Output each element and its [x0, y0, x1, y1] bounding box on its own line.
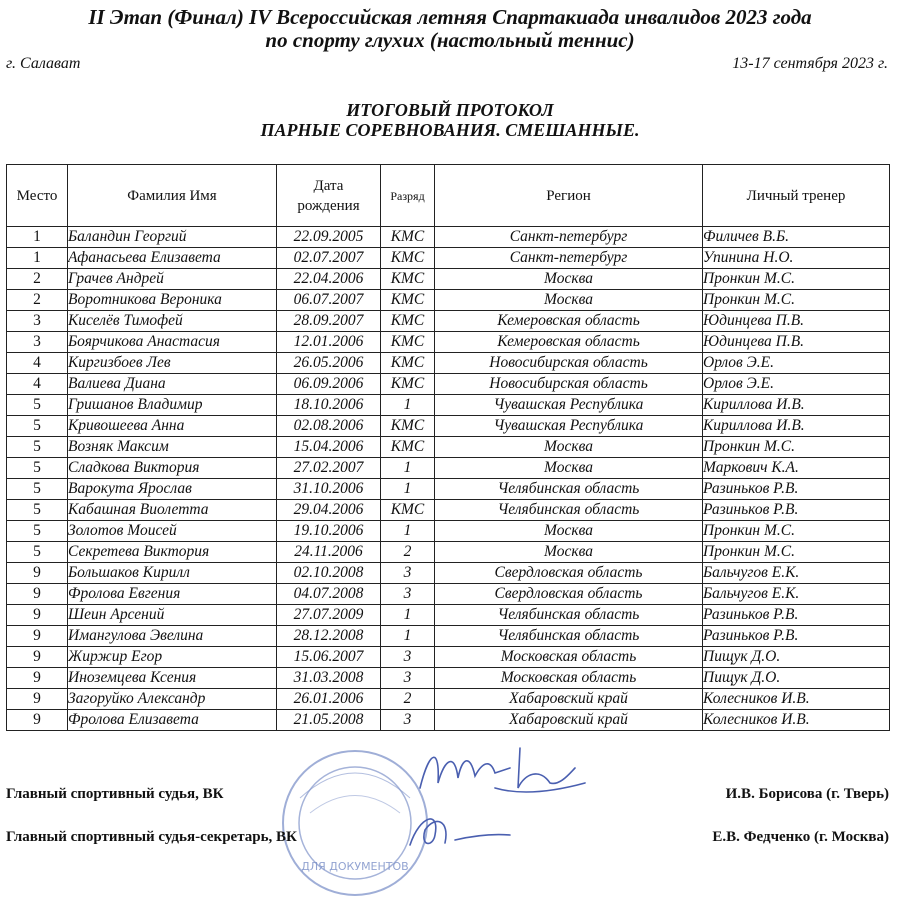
- cell-rank: 1: [381, 395, 435, 416]
- cell-dob: 02.07.2007: [277, 248, 381, 269]
- chief-judge-signature: [400, 738, 590, 808]
- cell-place: 1: [7, 227, 68, 248]
- cell-coach: Пищук Д.О.: [703, 668, 890, 689]
- column-header-name: Фамилия Имя: [68, 165, 277, 227]
- cell-name: Грачев Андрей: [68, 269, 277, 290]
- cell-dob: 27.07.2009: [277, 605, 381, 626]
- stamp-text: ДЛЯ ДОКУМЕНТОВ: [301, 860, 409, 873]
- cell-region: Московская область: [435, 668, 703, 689]
- cell-rank: КМС: [381, 374, 435, 395]
- cell-coach: Разиньков Р.В.: [703, 605, 890, 626]
- table-row: [7, 458, 890, 479]
- cell-coach: Пронкин М.С.: [703, 290, 890, 311]
- cell-dob: 02.08.2006: [277, 416, 381, 437]
- chief-secretary-name: Е.В. Федченко (г. Москва): [712, 829, 889, 845]
- cell-place: 3: [7, 332, 68, 353]
- cell-place: 1: [7, 248, 68, 269]
- cell-region: Москва: [435, 521, 703, 542]
- document-title-line2: по спорту глухих (настольный теннис): [265, 28, 635, 52]
- cell-rank: 3: [381, 647, 435, 668]
- table-row: [7, 689, 890, 710]
- cell-place: 9: [7, 668, 68, 689]
- cell-name: Фролова Евгения: [68, 584, 277, 605]
- cell-region: Санкт-петербург: [435, 248, 703, 269]
- cell-place: 4: [7, 353, 68, 374]
- column-header-rank: Разряд: [381, 165, 435, 227]
- table-row: [7, 332, 890, 353]
- cell-place: 5: [7, 437, 68, 458]
- cell-place: 2: [7, 290, 68, 311]
- cell-rank: 1: [381, 626, 435, 647]
- cell-dob: 02.10.2008: [277, 563, 381, 584]
- cell-region: Челябинская область: [435, 626, 703, 647]
- cell-place: 9: [7, 626, 68, 647]
- cell-name: Гришанов Владимир: [68, 395, 277, 416]
- table-row: [7, 311, 890, 332]
- cell-place: 9: [7, 710, 68, 731]
- event-dates: 13-17 сентября 2023 г.: [732, 55, 888, 72]
- protocol-subtitle: ПАРНЫЕ СОРЕВНОВАНИЯ. СМЕШАННЫЕ.: [260, 120, 640, 140]
- cell-name: Боярчикова Анастасия: [68, 332, 277, 353]
- cell-region: Чувашская Республика: [435, 416, 703, 437]
- cell-name: Золотов Моисей: [68, 521, 277, 542]
- cell-coach: Орлов Э.Е.: [703, 374, 890, 395]
- cell-rank: 1: [381, 458, 435, 479]
- cell-rank: 3: [381, 668, 435, 689]
- cell-coach: Бальчугов Е.К.: [703, 563, 890, 584]
- cell-place: 9: [7, 584, 68, 605]
- cell-place: 3: [7, 311, 68, 332]
- table-row: [7, 437, 890, 458]
- cell-region: Кемеровская область: [435, 311, 703, 332]
- cell-name: Фролова Елизавета: [68, 710, 277, 731]
- cell-coach: Колесников И.В.: [703, 689, 890, 710]
- document-title-line1: II Этап (Финал) IV Всероссийская летняя Спартакиада инвалидов 2023 года: [88, 5, 812, 29]
- table-row: [7, 584, 890, 605]
- cell-place: 9: [7, 563, 68, 584]
- cell-dob: 04.07.2008: [277, 584, 381, 605]
- cell-place: 5: [7, 458, 68, 479]
- cell-region: Хабаровский край: [435, 689, 703, 710]
- cell-dob: 21.05.2008: [277, 710, 381, 731]
- cell-rank: 3: [381, 563, 435, 584]
- cell-region: Свердловская область: [435, 584, 703, 605]
- cell-region: Новосибирская область: [435, 374, 703, 395]
- cell-rank: 1: [381, 605, 435, 626]
- table-header-row: [7, 165, 890, 227]
- table-row: [7, 500, 890, 521]
- table-row: [7, 563, 890, 584]
- table-row: [7, 290, 890, 311]
- cell-dob: 18.10.2006: [277, 395, 381, 416]
- cell-dob: 31.10.2006: [277, 479, 381, 500]
- cell-coach: Филичев В.Б.: [703, 227, 890, 248]
- cell-name: Воротникова Вероника: [68, 290, 277, 311]
- cell-rank: КМС: [381, 269, 435, 290]
- cell-coach: Разиньков Р.В.: [703, 500, 890, 521]
- table-row: [7, 269, 890, 290]
- cell-name: Секретева Виктория: [68, 542, 277, 563]
- table-row: [7, 668, 890, 689]
- cell-name: Жиржир Егор: [68, 647, 277, 668]
- cell-dob: 26.01.2006: [277, 689, 381, 710]
- cell-coach: Юдинцева П.В.: [703, 332, 890, 353]
- cell-place: 9: [7, 647, 68, 668]
- cell-region: Москва: [435, 458, 703, 479]
- cell-region: Москва: [435, 437, 703, 458]
- cell-region: Чувашская Республика: [435, 395, 703, 416]
- cell-coach: Упинина Н.О.: [703, 248, 890, 269]
- cell-place: 2: [7, 269, 68, 290]
- cell-rank: 1: [381, 479, 435, 500]
- cell-dob: 31.03.2008: [277, 668, 381, 689]
- cell-rank: КМС: [381, 290, 435, 311]
- chief-judge-name: И.В. Борисова (г. Тверь): [725, 786, 889, 802]
- table-row: [7, 626, 890, 647]
- column-header-dob: [277, 165, 381, 227]
- table-row: [7, 374, 890, 395]
- cell-region: Челябинская область: [435, 479, 703, 500]
- cell-place: 9: [7, 689, 68, 710]
- cell-rank: КМС: [381, 500, 435, 521]
- cell-name: Шеин Арсений: [68, 605, 277, 626]
- cell-dob: 22.09.2005: [277, 227, 381, 248]
- cell-rank: КМС: [381, 311, 435, 332]
- event-city: г. Салават: [6, 55, 81, 72]
- cell-name: Валиева Диана: [68, 374, 277, 395]
- column-header-dob-line2: рождения: [297, 197, 360, 214]
- table-row: [7, 479, 890, 500]
- cell-dob: 29.04.2006: [277, 500, 381, 521]
- cell-rank: КМС: [381, 416, 435, 437]
- cell-coach: Кириллова И.В.: [703, 416, 890, 437]
- cell-rank: КМС: [381, 332, 435, 353]
- cell-name: Сладкова Виктория: [68, 458, 277, 479]
- cell-place: 5: [7, 395, 68, 416]
- cell-name: Большаков Кирилл: [68, 563, 277, 584]
- cell-dob: 19.10.2006: [277, 521, 381, 542]
- cell-rank: 3: [381, 710, 435, 731]
- cell-coach: Юдинцева П.В.: [703, 311, 890, 332]
- column-header-coach: Личный тренер: [703, 165, 890, 227]
- cell-rank: КМС: [381, 227, 435, 248]
- table-row: [7, 395, 890, 416]
- cell-name: Варокута Ярослав: [68, 479, 277, 500]
- chief-judge-label: Главный спортивный судья, ВК: [6, 786, 224, 802]
- cell-dob: 22.04.2006: [277, 269, 381, 290]
- cell-region: Новосибирская область: [435, 353, 703, 374]
- column-header-dob-line1: Дата: [313, 177, 344, 194]
- cell-dob: 24.11.2006: [277, 542, 381, 563]
- table-row: [7, 542, 890, 563]
- cell-dob: 06.09.2006: [277, 374, 381, 395]
- cell-region: Москва: [435, 269, 703, 290]
- table-row: [7, 605, 890, 626]
- cell-coach: Разиньков Р.В.: [703, 479, 890, 500]
- chief-secretary-signature: [395, 805, 515, 855]
- cell-dob: 12.01.2006: [277, 332, 381, 353]
- cell-coach: Маркович К.А.: [703, 458, 890, 479]
- cell-dob: 28.09.2007: [277, 311, 381, 332]
- cell-place: 5: [7, 500, 68, 521]
- cell-name: Возняк Максим: [68, 437, 277, 458]
- cell-coach: Кириллова И.В.: [703, 395, 890, 416]
- cell-name: Имангулова Эвелина: [68, 626, 277, 647]
- cell-dob: 06.07.2007: [277, 290, 381, 311]
- cell-name: Киселёв Тимофей: [68, 311, 277, 332]
- cell-rank: КМС: [381, 248, 435, 269]
- table-row: [7, 647, 890, 668]
- cell-rank: КМС: [381, 353, 435, 374]
- cell-coach: Разиньков Р.В.: [703, 626, 890, 647]
- cell-place: 5: [7, 542, 68, 563]
- cell-name: Загоруйко Александр: [68, 689, 277, 710]
- cell-dob: 15.06.2007: [277, 647, 381, 668]
- cell-dob: 28.12.2008: [277, 626, 381, 647]
- cell-coach: Орлов Э.Е.: [703, 353, 890, 374]
- cell-coach: Колесников И.В.: [703, 710, 890, 731]
- cell-name: Афанасьева Елизавета: [68, 248, 277, 269]
- cell-rank: 1: [381, 521, 435, 542]
- cell-region: Хабаровский край: [435, 710, 703, 731]
- cell-coach: Пронкин М.С.: [703, 269, 890, 290]
- cell-region: Московская область: [435, 647, 703, 668]
- column-header-place: Место: [7, 165, 68, 227]
- cell-rank: КМС: [381, 437, 435, 458]
- table-row: [7, 248, 890, 269]
- cell-name: Баландин Георгий: [68, 227, 277, 248]
- cell-coach: Пронкин М.С.: [703, 521, 890, 542]
- cell-name: Кривошеева Анна: [68, 416, 277, 437]
- cell-coach: Пронкин М.С.: [703, 542, 890, 563]
- cell-coach: Пронкин М.С.: [703, 437, 890, 458]
- cell-coach: Пищук Д.О.: [703, 647, 890, 668]
- cell-coach: Бальчугов Е.К.: [703, 584, 890, 605]
- results-table: [6, 164, 890, 731]
- cell-region: Москва: [435, 542, 703, 563]
- cell-place: 5: [7, 416, 68, 437]
- chief-secretary-label: Главный спортивный судья-секретарь, ВК: [6, 829, 297, 845]
- table-row: [7, 521, 890, 542]
- cell-name: Иноземцева Ксения: [68, 668, 277, 689]
- table-row: [7, 416, 890, 437]
- cell-name: Кабашная Виолетта: [68, 500, 277, 521]
- cell-rank: 3: [381, 584, 435, 605]
- protocol-title: ИТОГОВЫЙ ПРОТОКОЛ: [346, 100, 554, 120]
- cell-region: Кемеровская область: [435, 332, 703, 353]
- cell-place: 9: [7, 605, 68, 626]
- cell-region: Свердловская область: [435, 563, 703, 584]
- cell-dob: 26.05.2006: [277, 353, 381, 374]
- cell-region: Москва: [435, 290, 703, 311]
- cell-region: Челябинская область: [435, 605, 703, 626]
- cell-place: 5: [7, 479, 68, 500]
- cell-dob: 27.02.2007: [277, 458, 381, 479]
- cell-dob: 15.04.2006: [277, 437, 381, 458]
- cell-place: 4: [7, 374, 68, 395]
- column-header-region: Регион: [435, 165, 703, 227]
- table-row: [7, 227, 890, 248]
- cell-region: Челябинская область: [435, 500, 703, 521]
- cell-region: Санкт-петербург: [435, 227, 703, 248]
- cell-name: Киргизбоев Лев: [68, 353, 277, 374]
- cell-rank: 2: [381, 542, 435, 563]
- table-row: [7, 710, 890, 731]
- cell-place: 5: [7, 521, 68, 542]
- cell-rank: 2: [381, 689, 435, 710]
- table-row: [7, 353, 890, 374]
